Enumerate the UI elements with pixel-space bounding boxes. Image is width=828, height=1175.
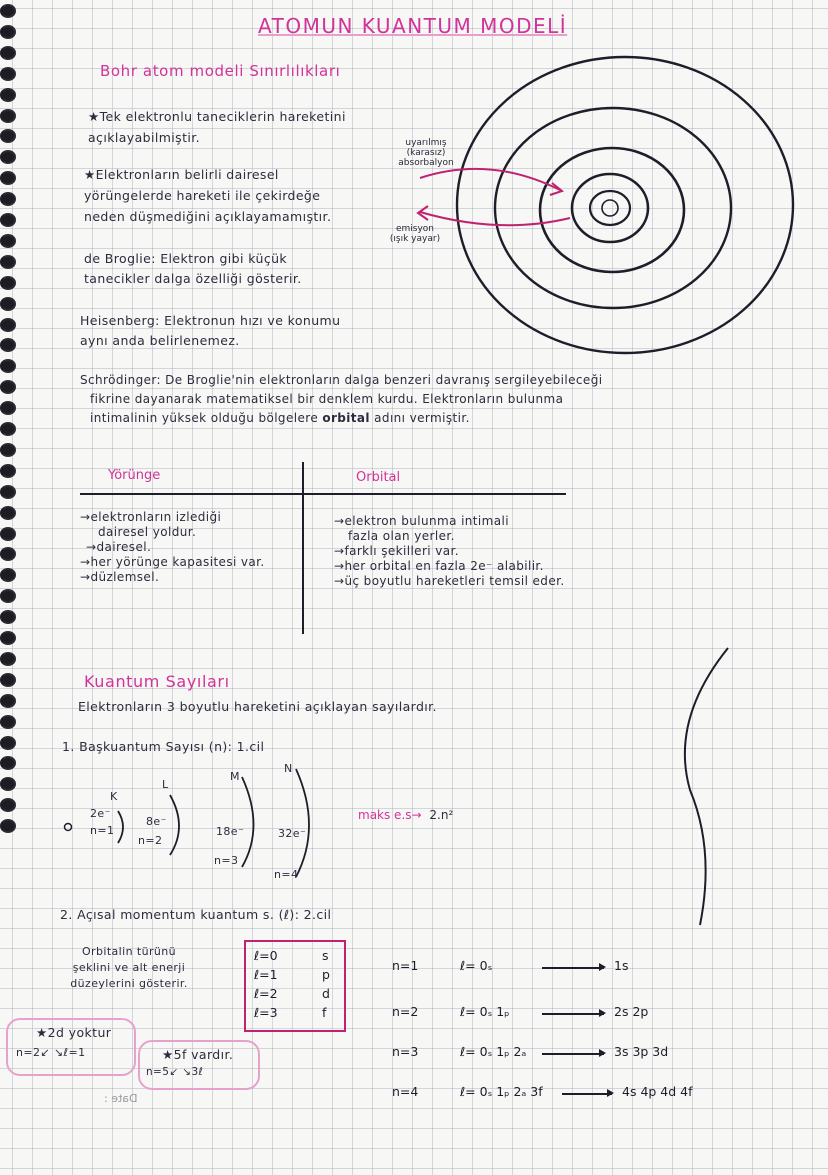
- orbital-item: →her orbital en fazla 2e⁻ alabilir.: [334, 559, 544, 573]
- spiral-ring: [0, 88, 16, 102]
- l-table-row: [254, 967, 338, 982]
- spiral-ring: [0, 422, 16, 436]
- spiral-ring: [0, 171, 16, 185]
- row-n: n=3: [392, 1044, 419, 1059]
- bohr-line: ★Elektronların belirli dairesel: [84, 167, 279, 182]
- quantum-heading: Kuantum Sayıları: [84, 672, 230, 691]
- l-value: ℓ=1: [254, 967, 278, 982]
- yorunge-item: →elektronların izlediği: [80, 510, 222, 524]
- l-value: ℓ=0: [254, 948, 278, 963]
- spiral-ring: [0, 715, 16, 729]
- row-arrowhead: [607, 1089, 614, 1097]
- row-arrowhead: [599, 963, 606, 971]
- spiral-ring: [0, 589, 16, 603]
- comparison-table: [80, 462, 580, 637]
- shell-l: [138, 776, 198, 849]
- note-5f-sub: n=5↙ ↘3ℓ: [146, 1066, 204, 1078]
- spiral-ring: [0, 631, 16, 645]
- note-2d-sub: n=2↙ ↘ℓ=1: [16, 1046, 86, 1059]
- orbital-row: [392, 1044, 812, 1066]
- shell-n: n=1: [90, 824, 115, 837]
- orbital-rows: [392, 958, 812, 1128]
- shell-letter: M: [230, 770, 240, 783]
- spiral-ring: [0, 46, 16, 60]
- wave-sketch: [660, 640, 750, 930]
- heisenberg-note: [80, 312, 400, 349]
- shell-electrons: 2e⁻: [90, 807, 111, 820]
- wave-curve: [685, 648, 728, 925]
- spiral-ring: [0, 150, 16, 164]
- row-arrowhead: [599, 1049, 606, 1057]
- l-table-row: [254, 986, 338, 1001]
- date-label: Date :: [104, 1092, 138, 1105]
- angular-quantum-title: 2. Açısal momentum kuantum s. (ℓ): 2.cil: [60, 907, 332, 922]
- yorunge-header: Yörünge: [108, 468, 161, 483]
- note-5f-text: ★5f vardır.: [162, 1047, 234, 1062]
- row-result: 2s 2p: [614, 1004, 649, 1019]
- row-result: 4s 4p 4d 4f: [622, 1084, 693, 1099]
- spiral-ring: [0, 777, 16, 791]
- emission-label-line: emisyon: [395, 224, 435, 234]
- angular-description-line: düzeylerini gösterir.: [70, 977, 188, 990]
- spiral-ring: [0, 547, 16, 561]
- spiral-ring: [0, 756, 16, 770]
- angular-description: [44, 944, 214, 992]
- bohr-line: ★Tek elektronlu taneciklerin hareketini: [88, 109, 346, 124]
- heisenberg-line: Heisenberg: Elektronun hızı ve konumu: [80, 313, 341, 328]
- emission-label-line: (ışık yayar): [389, 234, 441, 244]
- sublevel-letter: s: [322, 948, 329, 963]
- yorunge-item: →düzlemsel.: [80, 570, 160, 584]
- schrodinger-text: adını vermiştir.: [369, 411, 470, 425]
- note-5f: [138, 1040, 260, 1090]
- shell-m: [210, 768, 270, 869]
- row-arrow: [542, 1013, 604, 1015]
- spiral-ring: [0, 338, 16, 352]
- bohr-para-2: [84, 166, 414, 225]
- principal-quantum-title: 1. Başkuantum Sayısı (n): 1.cil: [62, 739, 265, 754]
- debroglie-line: de Broglie: Elektron gibi küçük: [84, 251, 288, 266]
- note-2d-text: ★2d yoktur: [36, 1025, 112, 1040]
- spiral-ring: [0, 673, 16, 687]
- shell-letter: N: [284, 762, 293, 775]
- schrodinger-line: fikrine dayanarak matematiksel bir denklem kurdu. Elektronların bulunma: [90, 392, 564, 406]
- l-table-row: [254, 948, 338, 963]
- spiral-ring: [0, 610, 16, 624]
- note-2d: [6, 1018, 136, 1076]
- nucleus-dot: [65, 824, 72, 831]
- orbital-item: →farklı şekilleri var.: [334, 544, 459, 558]
- spiral-ring: [0, 527, 16, 541]
- orbital-item: →elektron bulunma intimali: [334, 514, 509, 528]
- spiral-ring: [0, 652, 16, 666]
- row-l: ℓ= 0ₛ 1ₚ 2ₐ 3f: [460, 1084, 543, 1099]
- table-divider-vertical: [302, 462, 304, 634]
- bohr-line: açıklayabilmiştir.: [88, 130, 201, 145]
- yorunge-item: →her yörünge kapasitesi var.: [80, 555, 265, 569]
- row-result: 1s: [614, 958, 629, 973]
- spiral-ring: [0, 67, 16, 81]
- bohr-heading: Bohr atom modeli Sınırlılıkları: [100, 62, 341, 80]
- shell-letter: L: [162, 778, 169, 791]
- schrodinger-text: intimalinin yüksek olduğu bölgelere: [90, 411, 323, 425]
- spiral-ring: [0, 359, 16, 373]
- shell-n: [270, 760, 330, 883]
- row-n: n=1: [392, 958, 419, 973]
- yorunge-item: dairesel yoldur.: [98, 525, 197, 539]
- debroglie-note: [84, 250, 404, 287]
- sublevel-letter: p: [322, 967, 330, 982]
- spiral-ring: [0, 318, 16, 332]
- schrodinger-line: [80, 410, 800, 427]
- angular-description-line: şeklini ve alt enerji: [72, 961, 186, 974]
- bohr-line: yörüngelerde hareketi ile çekirdeğe: [84, 188, 321, 203]
- absorption-label-line: absorbalyon: [398, 158, 454, 168]
- row-arrow: [562, 1093, 612, 1095]
- spiral-ring: [0, 380, 16, 394]
- spiral-ring: [0, 4, 16, 18]
- page-title: ATOMUN KUANTUM MODELİ: [258, 14, 568, 38]
- row-l: ℓ= 0ₛ 1ₚ: [460, 1004, 510, 1019]
- bohr-para-1: [88, 108, 418, 146]
- quantum-intro: Elektronların 3 boyutlu hareketini açıklayan sayılardır.: [78, 699, 437, 714]
- shell-n: n=2: [138, 834, 163, 847]
- shell-n: n=4: [274, 868, 299, 881]
- shell-letter: K: [110, 790, 118, 803]
- shell-k: [78, 788, 128, 839]
- heisenberg-line: aynı anda belirlenemez.: [80, 333, 240, 348]
- spiral-ring: [0, 798, 16, 812]
- spiral-ring: [0, 443, 16, 457]
- spiral-ring: [0, 401, 16, 415]
- row-arrow: [542, 1053, 604, 1055]
- spiral-ring: [0, 694, 16, 708]
- spiral-ring: [0, 276, 16, 290]
- l-sublevel-table: [244, 940, 346, 1032]
- max-label: maks e.s→: [358, 808, 422, 822]
- orbital-row: [392, 1084, 812, 1106]
- table-divider-horizontal: [80, 493, 566, 495]
- row-l: ℓ= 0ₛ 1ₚ 2ₐ: [460, 1044, 527, 1059]
- orbital-item: →üç boyutlu hareketleri temsil eder.: [334, 574, 565, 588]
- spiral-ring: [0, 129, 16, 143]
- bohr-atom-diagram: [380, 50, 800, 360]
- orbit-2: [540, 148, 684, 272]
- spiral-ring: [0, 568, 16, 582]
- schrodinger-line: Schrödinger: De Broglie'nin elektronların dalga benzeri davranış sergileyebileceği: [80, 373, 603, 387]
- orbit-1: [572, 174, 648, 242]
- row-l: ℓ= 0ₛ: [460, 958, 493, 973]
- shell-n: n=3: [214, 854, 239, 867]
- absorption-label: [384, 138, 468, 168]
- orbit-3: [495, 108, 731, 308]
- bohr-line: neden düşmediğini açıklayamamıştır.: [84, 209, 332, 224]
- max-formula: 2.n²: [429, 808, 454, 822]
- absorption-label-line: (karasız): [406, 148, 446, 158]
- orbital-item: fazla olan yerler.: [348, 529, 455, 543]
- row-result: 3s 3p 3d: [614, 1044, 669, 1059]
- angular-description-line: Orbitalin türünü: [82, 945, 176, 958]
- spiral-ring: [0, 506, 16, 520]
- spiral-ring: [0, 464, 16, 478]
- sublevel-letter: f: [322, 1005, 327, 1020]
- absorption-arrow: [420, 169, 560, 190]
- row-arrow: [542, 967, 604, 969]
- orbital-header: Orbital: [356, 470, 401, 485]
- spiral-ring: [0, 255, 16, 269]
- yorunge-column: [80, 510, 300, 585]
- spiral-ring: [0, 192, 16, 206]
- row-n: n=4: [392, 1084, 419, 1099]
- spiral-ring: [0, 485, 16, 499]
- debroglie-line: tanecikler dalga özelliği gösterir.: [84, 271, 302, 286]
- spiral-ring: [0, 25, 16, 39]
- l-table-row: [254, 1005, 338, 1020]
- schrodinger-note: [80, 372, 800, 427]
- spiral-ring: [0, 109, 16, 123]
- shell-electrons: 8e⁻: [146, 815, 167, 828]
- l-value: ℓ=2: [254, 986, 278, 1001]
- max-electron-formula: [358, 808, 453, 822]
- orbital-row: [392, 958, 812, 980]
- spiral-ring: [0, 297, 16, 311]
- row-n: n=2: [392, 1004, 419, 1019]
- spiral-ring: [0, 736, 16, 750]
- spiral-ring: [0, 213, 16, 227]
- orbital-column: [334, 514, 584, 589]
- sublevel-letter: d: [322, 986, 330, 1001]
- nucleus-ring: [590, 191, 630, 225]
- nucleus: [602, 200, 618, 216]
- yorunge-item: →dairesel.: [86, 540, 152, 554]
- orbital-term: orbital: [322, 411, 370, 425]
- row-arrowhead: [599, 1009, 606, 1017]
- absorption-label-line: uyarılmış: [405, 138, 447, 148]
- l-value: ℓ=3: [254, 1005, 278, 1020]
- emission-label: [380, 224, 450, 244]
- shell-electrons: 18e⁻: [216, 825, 245, 838]
- spiral-ring: [0, 234, 16, 248]
- orbital-row: [392, 1004, 812, 1026]
- spiral-ring: [0, 819, 16, 833]
- shell-electrons: 32e⁻: [278, 827, 307, 840]
